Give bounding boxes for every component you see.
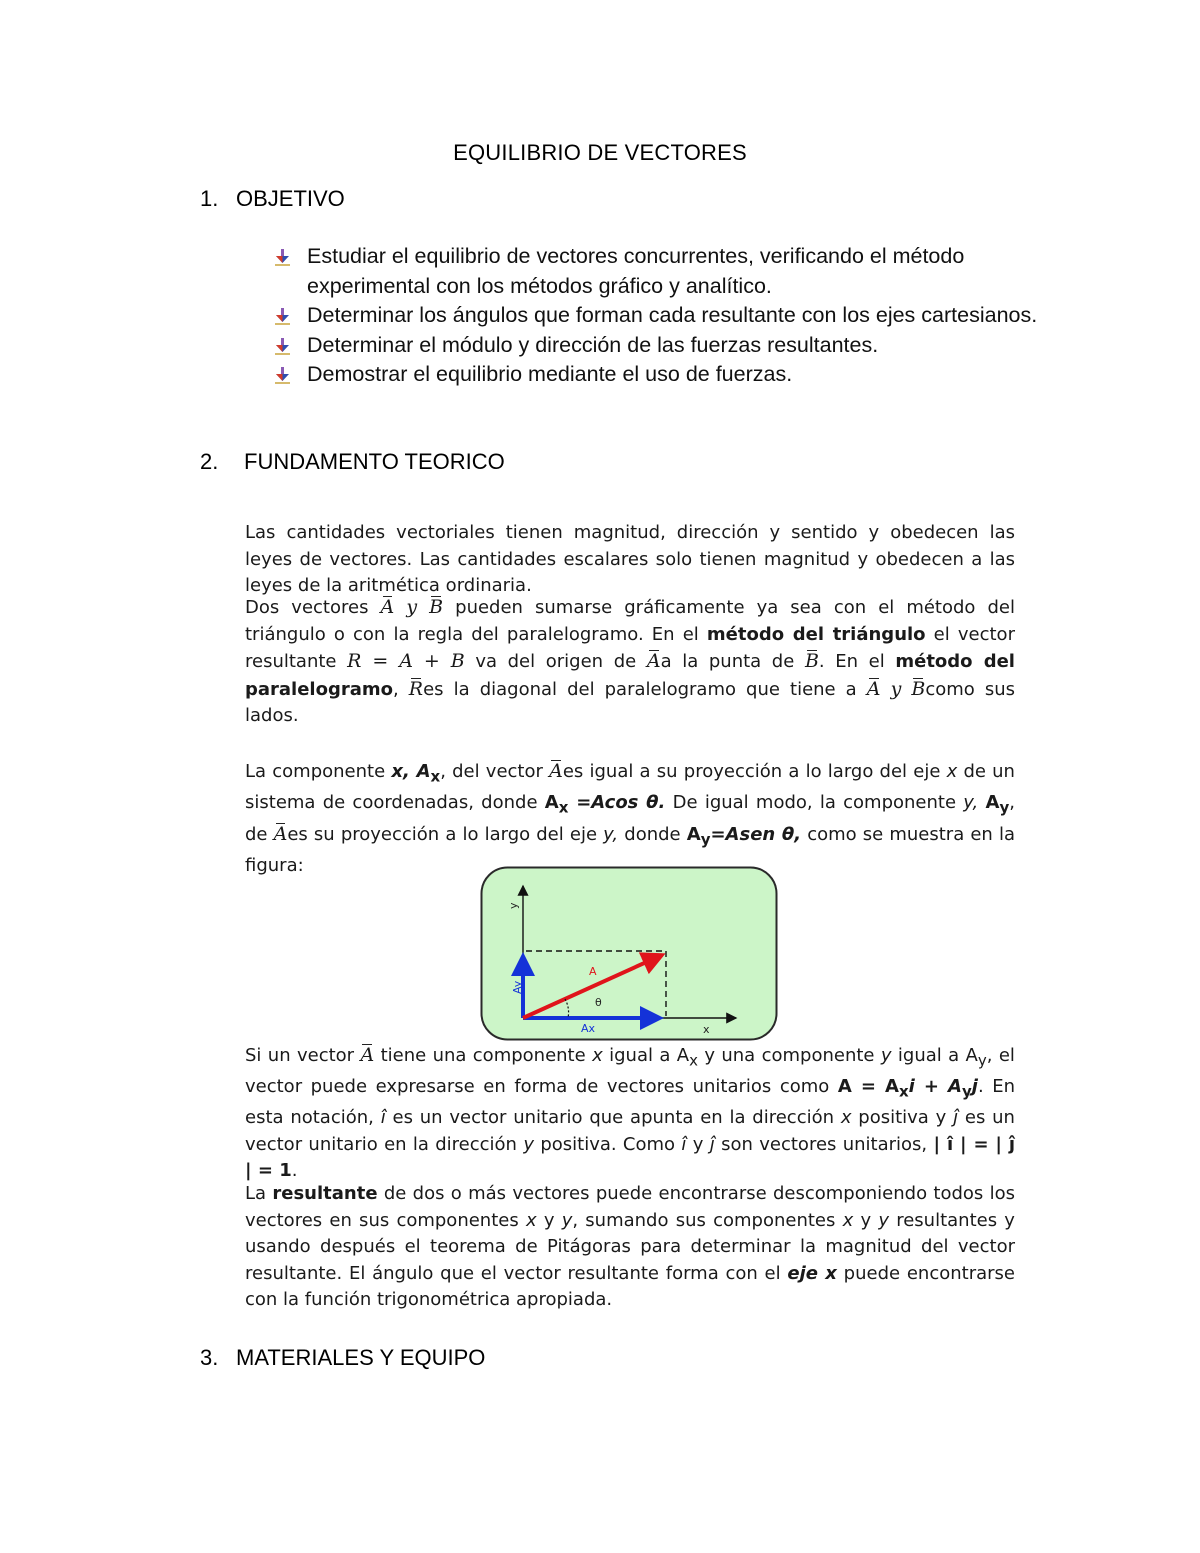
arrow-down-bullet-icon: [272, 365, 292, 385]
section-number: 1.: [200, 186, 219, 211]
section-heading-materiales: [200, 1345, 485, 1371]
list-item: Demostrar el equilibrio mediante el uso de fuerzas.: [272, 360, 1042, 390]
objectives-list: [272, 242, 1042, 390]
label-theta: θ: [595, 996, 602, 1009]
label-x: x: [703, 1023, 710, 1036]
section-heading-objetivo: [200, 186, 345, 212]
theory-paragraph-2: Dos vectores A y B pueden sumarse gráficamente ya sea con el método del triángulo o con la regla del paralelogramo. En el método del triángulo el vector resultante R = A + B va del origen de Aa la punta de B. En el método del paralelogramo, Res la diagonal del paralelogramo que tiene a A y Bcomo sus lados.: [245, 596, 1015, 726]
resultant-equation: R = A + B: [347, 650, 465, 672]
vector-symbol-b: B: [429, 596, 444, 618]
label-a: A: [589, 965, 597, 978]
label-y: y: [507, 902, 520, 909]
theory-paragraph-5: La resultante de dos o más vectores puede encontrarse descomponiendo todos los vectores en sus componentes x y y, sumando sus componentes x y y resultantes y usando después el teorema de Pitágoras para determinar la magnitud del vector resultante. El ángulo que el vector resultante forma con el eje x puede encontrarse con la función trigonométrica apropiada.: [245, 1183, 1015, 1310]
vector-symbol-a: A: [380, 596, 395, 618]
theory-paragraph-1: Las cantidades vectoriales tienen magnitud, dirección y sentido y obedecen las leyes de vectores. Las cantidades escalares solo tienen magnitud y obedecen a las leyes de la aritmética ordinaria.: [245, 522, 1015, 596]
vector-components-figure: [480, 866, 778, 1041]
list-item: Determinar los ángulos que forman cada resultante con los ejes cartesianos.: [272, 301, 1042, 331]
arrow-down-bullet-icon: [272, 247, 292, 267]
vector-symbol-r: R: [408, 677, 424, 700]
arrow-down-bullet-icon: [272, 336, 292, 356]
section-title: OBJETIVO: [236, 186, 345, 211]
section-title: FUNDAMENTO TEORICO: [244, 449, 505, 474]
theory-paragraph-3: La componente x, $A_x$, del vector Aes igual a su proyección a lo largo del eje x de un sistema de coordenadas, donde $A_x =Acos$ θ. De igual modo, la componente y, $A_y$, de Aes su proyección a lo largo del eje y, donde $A_y=Asen$ θ, como se muestra en la figura:: [245, 760, 1015, 877]
label-ay: Ay: [511, 980, 524, 994]
arrow-down-bullet-icon: [272, 306, 292, 326]
section-title: MATERIALES Y EQUIPO: [236, 1345, 486, 1370]
section-heading-fundamento: [200, 449, 505, 475]
figure-background: [482, 868, 777, 1040]
theory-paragraph-4: Si un vector A tiene una componente x igual a $A_x$ y una componente y igual a $A_y$, el vector puede expresarse en forma de vectores unitarios como $A = A_xi + A_yj$. En esta notación, î es un vector unitario que apunta en la dirección x positiva y ĵ es un vector unitario en la dirección y positiva. Como î y ĵ son vectores unitarios, | î | = | ĵ | = 1.: [245, 1044, 1016, 1182]
section-number: 2.: [200, 449, 219, 474]
page-title: EQUILIBRIO DE VECTORES: [453, 140, 747, 165]
list-item: Estudiar el equilibrio de vectores concurrentes, verificando el método experimental con los métodos gráfico y analítico.: [272, 242, 1042, 301]
list-item: Determinar el módulo y dirección de las fuerzas resultantes.: [272, 331, 1042, 361]
section-number: 3.: [200, 1345, 219, 1370]
label-ax: Ax: [581, 1022, 596, 1035]
